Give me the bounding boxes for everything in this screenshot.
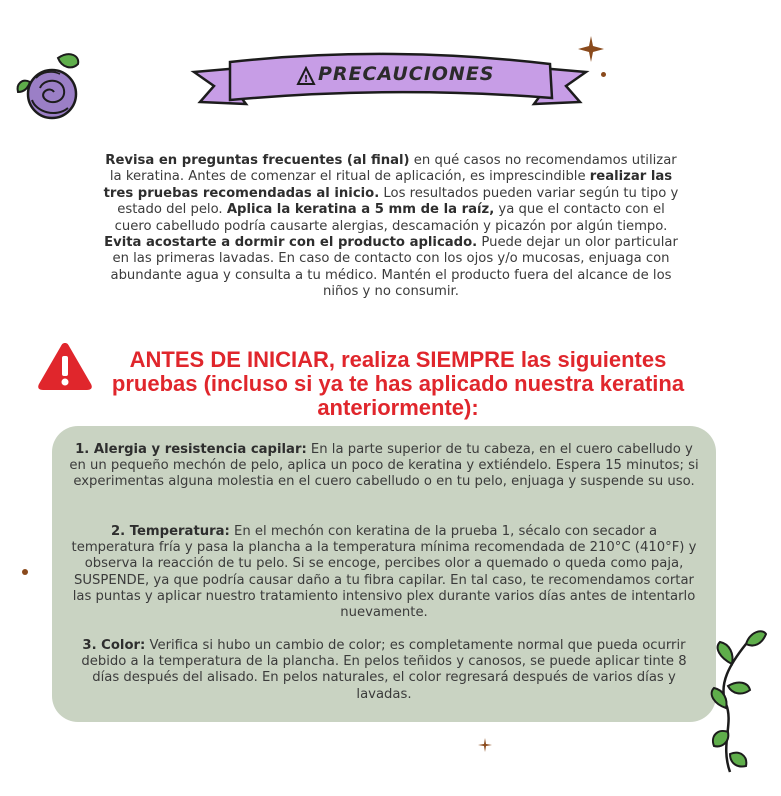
warning-title: ANTES DE INICIAR, realiza SIEMPRE las siguientes pruebas (incluso si ya te has aplicado nuestra keratina anteriormente):	[111, 347, 685, 420]
test-body: En el mechón con keratina de la prueba 1, sécalo con secador a temperatura fría y pasa la plancha a la temperatura mínima recomendada de 210°C (410°F) y observa la reacción de tu pelo. Si se encoge, percibes olor a quemado o queda como paja, SUSPENDE, ya que podría causar daño a tu fibra capilar. En tal caso, te recomendamos cortar las puntas y aplicar nuestro tratamiento intensivo plex durante varios días antes de intentarlo nuevamente.	[71, 524, 697, 621]
intro-text: ya que el contacto con el cuero cabelludo podría causarte alergias, descamación y picazón por algún tiempo.	[114, 202, 668, 234]
rose-icon	[12, 48, 86, 128]
dot-icon	[601, 72, 606, 77]
test-allergy	[68, 442, 700, 491]
test-body: En la parte superior de tu cabeza, en el cuero cabelludo y en un pequeño mechón de pelo, aplica un poco de keratina y extiéndelo. Espera 15 minutos; si experimentas alguna molestia en el cuero cabelludo o en tu pelo, enjuaga y suspende su uso.	[69, 442, 699, 490]
intro-emphasis: Evita acostarte a dormir con el producto aplicado.	[104, 235, 478, 251]
test-color	[68, 638, 700, 703]
test-heading: 1. Alergia y resistencia capilar:	[75, 442, 307, 457]
intro-emphasis: realizar las tres pruebas recomendadas al inicio.	[103, 169, 673, 201]
intro-emphasis: Aplica la keratina a 5 mm de la raíz,	[226, 202, 495, 218]
sparkle-icon	[576, 34, 606, 64]
test-temperature	[68, 524, 700, 621]
intro-text: en qué casos no recomendamos utilizar la keratina. Antes de comenzar el ritual de aplicación, es imprescindible	[109, 153, 677, 185]
warning-triangle-icon	[36, 340, 94, 392]
test-heading: 3. Color:	[82, 638, 146, 653]
intro-emphasis: Revisa en preguntas frecuentes (al final)	[105, 153, 410, 168]
banner-title: PRECAUCIONES	[318, 63, 495, 85]
test-body: Verifica si hubo un cambio de color; es completamente normal que pueda ocurrir debido a la temperatura de la plancha. En pelos teñidos y canosos, se puede aplicar tinte 8 días después del alisado. En pelos naturales, el color regresará después de varios días y lavadas.	[81, 638, 687, 702]
dot-icon	[22, 569, 28, 575]
tests-box	[52, 426, 716, 722]
vine-leaves-icon	[690, 624, 770, 776]
banner-warning-glyph: !	[303, 74, 309, 85]
sparkle-icon	[478, 738, 492, 752]
intro-text: Puede dejar un olor particular en las primeras lavadas. En caso de contacto con los ojos y/o mucosas, enjuaga con abundante agua y consulta a tu médico. Mantén el producto fuera del alcance de los niños y no consumir.	[110, 235, 678, 300]
intro-text: Los resultados pueden variar según tu tipo y estado del pelo.	[117, 185, 679, 218]
banner-warning-icon	[296, 66, 316, 86]
test-heading: 2. Temperatura:	[110, 524, 230, 539]
intro-paragraph	[100, 153, 682, 301]
